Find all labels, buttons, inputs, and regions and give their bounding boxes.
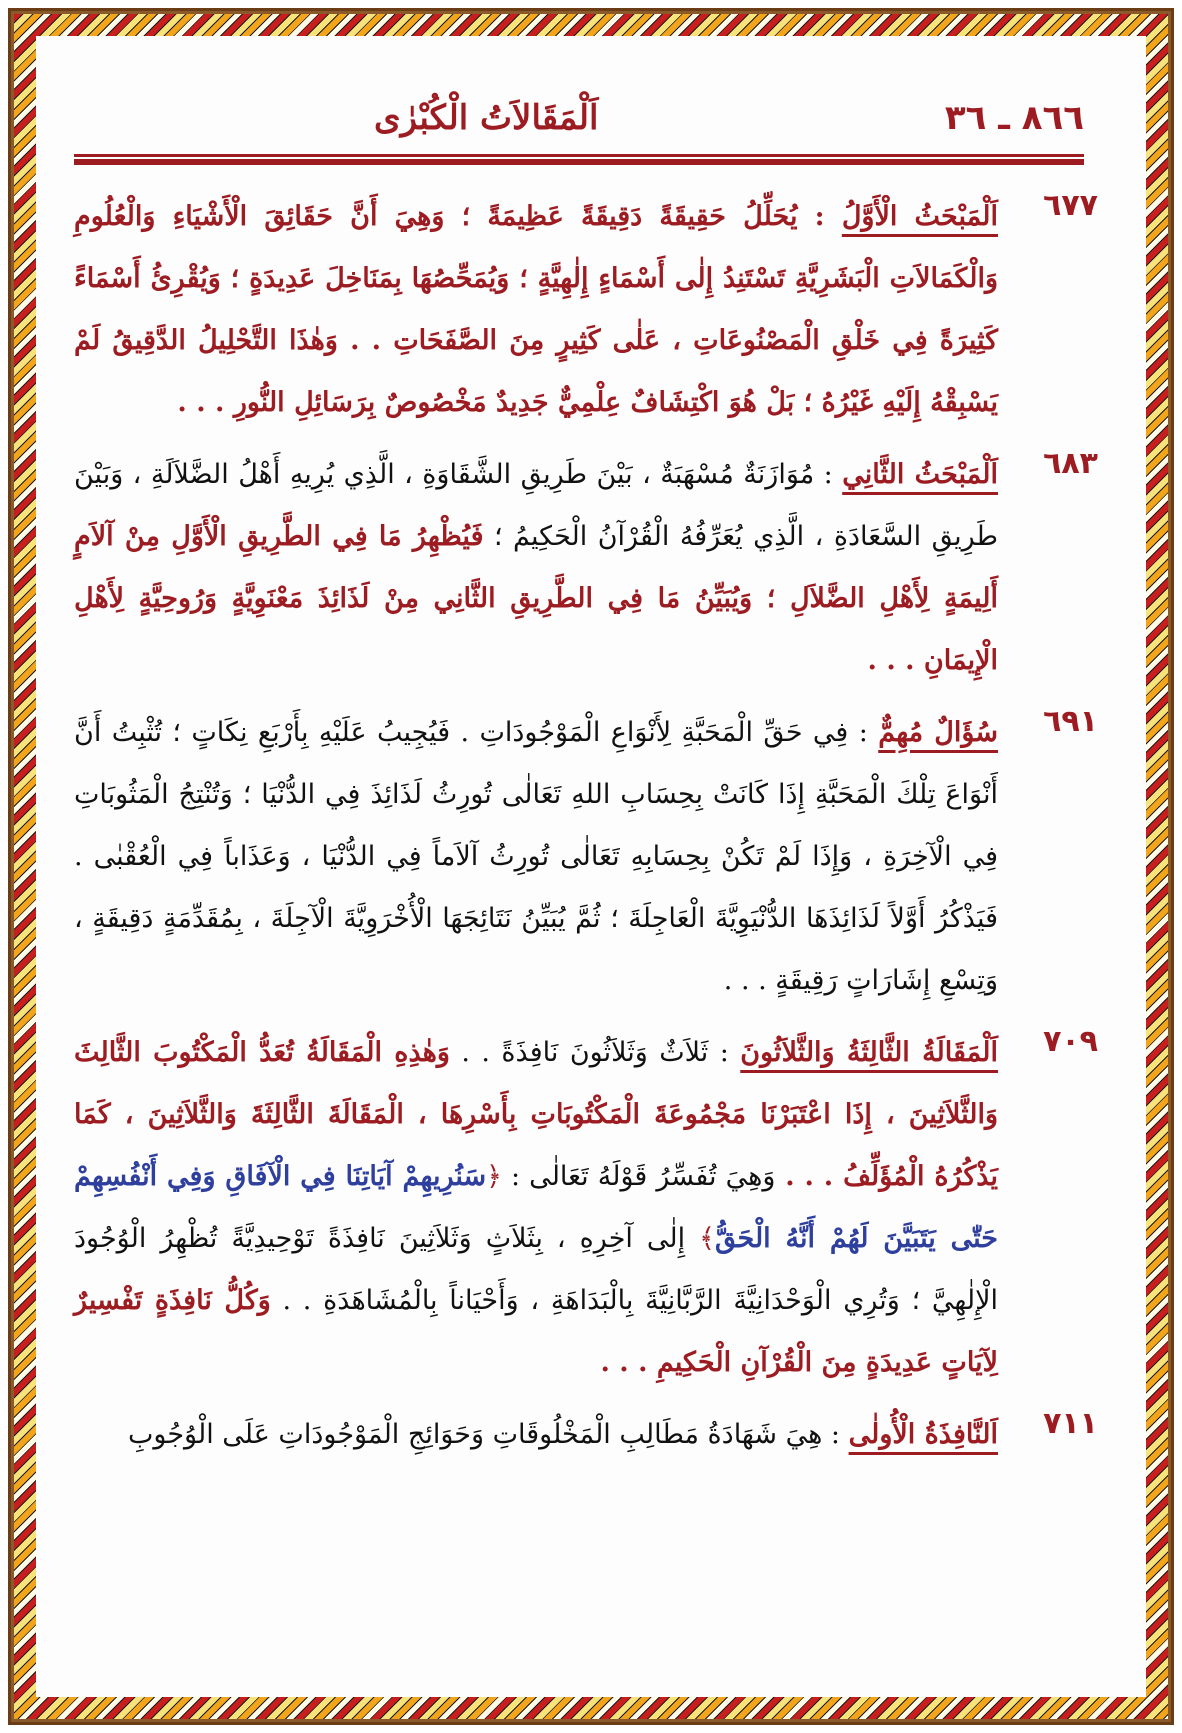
entry-segment: ثَلاَثٌ وَثَلاَثُونَ نَافِذَةً . . bbox=[449, 1037, 709, 1068]
entry-page-number: ٦٨٣ bbox=[1043, 446, 1098, 481]
index-entries bbox=[74, 186, 1098, 1476]
entry-page-number: ٧١١ bbox=[1043, 1406, 1098, 1441]
entry-segment: يُحَلِّلُ حَقِيقَةً دَقِيقَةً عَظِيمَةً ؛ وَهِيَ أَنَّ حَقَائِقَ الْأَشْيَاءِ وَالْعُلُومِ وَالْكَمَالاَتِ الْبَشَرِيَّةِ تَسْتَنِدُ إِلٰى أَسْمَاءٍ إِلٰهِيَّةٍ ؛ وَيُمَحِّصُهَا بِمَنَاخِلَ عَدِيدَةٍ ؛ وَيُقْرِئُ أَسْمَاءً كَثِيرَةً فِي خَلْقِ الْمَصْنُوعَاتِ ، عَلٰى كَثِيرٍ مِنَ الصَّفَحَاتِ . . وَهٰذَا التَّحْلِيلُ الدَّقِيقُ لَمْ يَسْبِقْهُ إِلَيْهِ غَيْرُهُ ؛ بَلْ هُوَ اكْتِشَافٌ عِلْمِيٌّ جَدِيدٌ مَخْصُوصٌ بِرَسَائِلِ النُّورِ . . . bbox=[74, 201, 998, 418]
entry-page-number: ٦٧٧ bbox=[1043, 188, 1098, 223]
entry-segment: هِيَ شَهَادَةُ مَطَالِبِ الْمَخْلُوقَاتِ وَحَوَائِجِ الْمَوْجُودَاتِ عَلَى الْوُجُوبِ bbox=[127, 1419, 823, 1450]
entry-page-number: ٦٩١ bbox=[1043, 704, 1098, 739]
entry-page-number: ٧٠٩ bbox=[1043, 1024, 1098, 1059]
index-entry bbox=[74, 1022, 1098, 1394]
index-entry bbox=[74, 186, 1098, 434]
running-header bbox=[74, 88, 1084, 138]
ornate-bracket-close-icon: ﴾ bbox=[699, 1223, 715, 1254]
entry-text bbox=[74, 1404, 998, 1466]
index-entry bbox=[74, 702, 1098, 1012]
entry-segment: وَكُلُّ نَافِذَةٍ تَفْسِيرٌ لِآيَاتٍ عَدِيدَةٍ مِنَ الْقُرْآنِ الْحَكِيمِ . . . bbox=[74, 1285, 998, 1378]
entry-segment: مُوَازَنَةٌ مُسْهَبَةٌ ، بَيْنَ طَرِيقِ الشَّقَاوَةِ ، الَّذِي يُرِيهِ أَهْلُ الضَّلاَلَةِ ، وَبَيْنَ طَرِيقِ السَّعَادَةِ ، الَّذِي يُعَرِّفُهُ الْقُرْآنُ الْحَكِيمُ ؛ bbox=[74, 459, 998, 552]
entry-colon: : bbox=[797, 201, 842, 232]
entry-colon: : bbox=[814, 459, 843, 490]
entry-text bbox=[74, 186, 998, 434]
book-title: اَلْمَقَالاَتُ الْكُبْرٰى bbox=[374, 98, 599, 138]
index-entry bbox=[74, 1404, 1098, 1466]
entry-heading: اَلْمَبْحَثُ الثَّانِي bbox=[842, 459, 998, 490]
entry-text bbox=[74, 1022, 998, 1394]
header-double-rule bbox=[74, 154, 1084, 168]
entry-heading: اَلْمَبْحَثُ الْأَوَّلُ bbox=[841, 201, 998, 232]
entry-colon: : bbox=[848, 717, 879, 748]
entry-text bbox=[74, 702, 998, 1012]
page-number: ٨٦٦ ـ ٣٦ bbox=[944, 98, 1084, 138]
entry-heading: سُؤَالٌ مُهِمٌّ bbox=[878, 717, 998, 748]
entry-text bbox=[74, 444, 998, 692]
quran-verse: سَنُرِيهِمْ آيَاتِنَا فِي الْآفَاقِ وَفِي أَنْفُسِهِمْ حَتّٰى يَتَبَيَّنَ لَهُمْ أَنَّهُ الْحَقُّ bbox=[74, 1161, 998, 1254]
page-body bbox=[36, 36, 1146, 1697]
entry-segment: فَيُظْهِرُ مَا فِي الطَّرِيقِ الْأَوَّلِ مِنْ آلاَمٍ أَلِيمَةٍ لِأَهْلِ الضَّلاَلِ ؛ وَيُبَيِّنُ مَا فِي الطَّرِيقِ الثَّانِي مِنْ لَذَائِذَ مَعْنَوِيَّةٍ وَرُوحِيَّةٍ لِأَهْلِ الْإِيمَانِ . . . bbox=[74, 521, 998, 676]
entry-heading: اَلْمَقَالَةُ الثَّالِثَةُ وَالثَّلاَثُونَ bbox=[740, 1037, 999, 1068]
entry-segment: وَهٰذِهِ الْمَقَالَةُ تُعَدُّ الْمَكْتُوبَ الثَّالِثَ وَالثَّلاَثِينَ ، إِذَا اعْتَبَرْنَا مَجْمُوعَةَ الْمَكْتُوبَاتِ بِأَسْرِهَا ، الْمَقَالَةَ الثَّالِثَةَ وَالثَّلاَثِينَ ، كَمَا يَذْكُرُهُ الْمُؤَلِّفُ . . . bbox=[74, 1037, 998, 1192]
ornate-bracket-open-icon: ﴿ bbox=[486, 1161, 502, 1192]
entry-colon: : bbox=[708, 1037, 741, 1068]
entry-segment: إِلٰى آخِرِهِ ، بِثَلاَثٍ وَثَلاَثِينَ نَافِذَةً تَوْحِيدِيَّةً تُظْهِرُ الْوُجُودَ الْإِلٰهِيَّ ؛ وَتُرِي الْوَحْدَانِيَّةَ الرَّبَّانِيَّةَ بِالْبَدَاهَةِ ، وَأَحْيَاناً بِالْمُشَاهَدَةِ . . bbox=[74, 1223, 998, 1316]
entry-colon: : bbox=[822, 1419, 849, 1450]
entry-segment: فِي حَقِّ الْمَحَبَّةِ لِأَنْوَاعِ الْمَوْجُودَاتِ . فَيُجِيبُ عَلَيْهِ بِأَرْبَعِ نِكَاتٍ ؛ تُثْبِتُ أَنَّ أَنْوَاعَ تِلْكَ الْمَحَبَّةِ إِذَا كَانَتْ بِحِسَابِ اللهِ تَعَالٰى تُورِثُ لَذَائِذَ فِي الدُّنْيَا ؛ وَتُنْتِجُ الْمَثُوبَاتِ فِي الْآخِرَةِ ، وَإِذَا لَمْ تَكُنْ بِحِسَابِهِ تَعَالٰى تُورِثُ آلاَماً فِي الدُّنْيَا ، وَعَذَاباً فِي الْعُقْبٰى . فَيَذْكُرُ أَوَّلاً لَذَائِذَهَا الدُّنْيَوِيَّةَ الْعَاجِلَةَ ؛ ثُمَّ يُبَيِّنُ نَتَائِجَهَا الْأُخْرَوِيَّةَ الْآجِلَةَ ، بِمُقَدِّمَةٍ دَقِيقَةٍ ، وَتِسْعِ إِشَارَاتٍ رَقِيقَةٍ . . . bbox=[74, 717, 998, 996]
entry-segment: وَهِيَ تُفَسِّرُ قَوْلَهُ تَعَالٰى : bbox=[501, 1161, 776, 1192]
index-entry bbox=[74, 444, 1098, 692]
entry-heading: اَلنَّافِذَةُ الْأُولٰى bbox=[848, 1419, 998, 1450]
